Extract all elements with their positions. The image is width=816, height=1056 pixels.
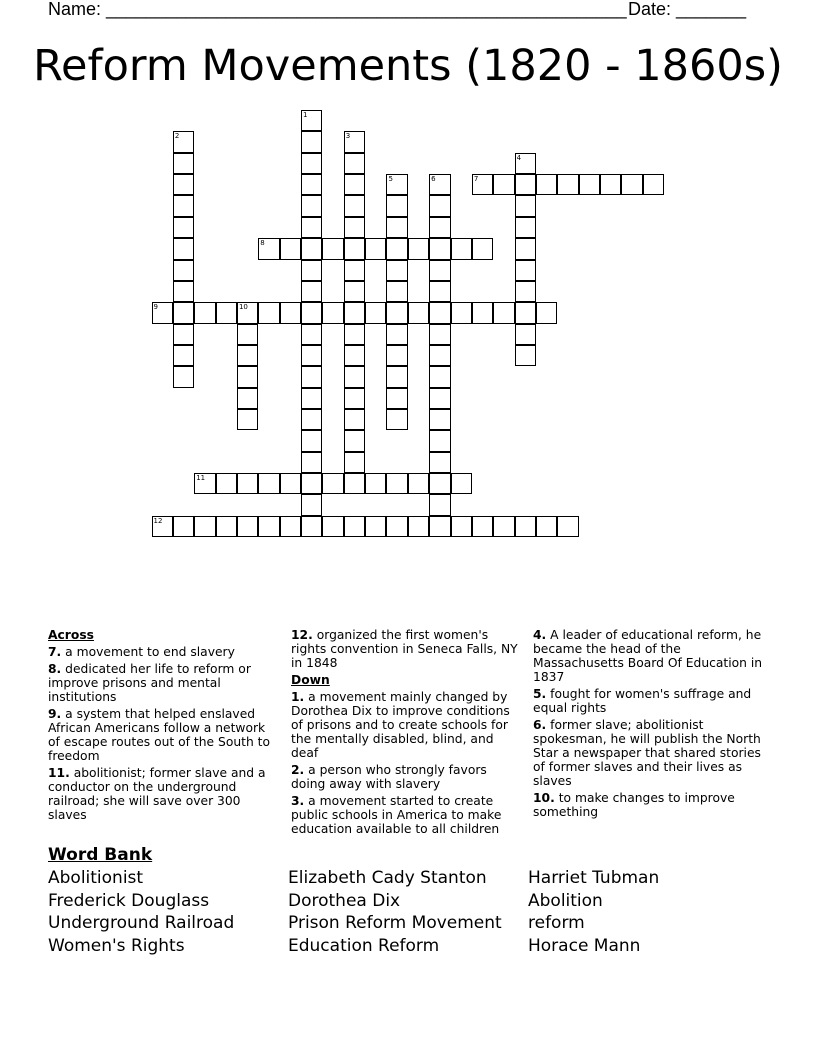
grid-cell[interactable] — [493, 174, 514, 195]
clue-number: 7 — [473, 175, 479, 184]
grid-cell[interactable] — [344, 388, 365, 409]
grid-cell[interactable] — [301, 281, 322, 302]
name-label: Name: ____________________________________________________ — [48, 0, 627, 19]
grid-cell[interactable] — [258, 302, 279, 323]
grid-cell[interactable] — [301, 153, 322, 174]
grid-cell[interactable] — [301, 388, 322, 409]
grid-cell[interactable] — [451, 238, 472, 259]
clue-down-2: 2. a person who strongly favors doing away with slavery — [291, 763, 487, 791]
grid-cell[interactable] — [386, 409, 407, 430]
grid-cell[interactable] — [301, 494, 322, 515]
grid-cell[interactable] — [386, 345, 407, 366]
word-bank-item: Underground Railroad — [48, 913, 235, 933]
clue-number: 4 — [516, 153, 522, 162]
grid-cell[interactable] — [237, 409, 258, 430]
grid-cell[interactable] — [258, 473, 279, 494]
word-bank-item: Abolition — [528, 891, 603, 911]
grid-cell[interactable] — [386, 260, 407, 281]
grid-cell[interactable] — [536, 174, 557, 195]
grid-cell[interactable] — [429, 324, 450, 345]
clue-down-6: 6. former slave; abolitionist spokesman, he will publish the North Star a newspaper that shared stories of former slaves and their lives as slaves — [533, 718, 761, 788]
word-bank-item: Prison Reform Movement — [288, 913, 502, 933]
grid-cell[interactable] — [344, 153, 365, 174]
grid-cell[interactable] — [194, 516, 215, 537]
grid-cell[interactable] — [173, 153, 194, 174]
grid-cell[interactable] — [301, 516, 322, 537]
grid-cell[interactable] — [515, 260, 536, 281]
grid-cell[interactable] — [173, 281, 194, 302]
grid-cell[interactable] — [344, 516, 365, 537]
page-title: Reform Movements (1820 - 1860s) — [33, 41, 783, 91]
grid-cell[interactable] — [365, 238, 386, 259]
grid-cell[interactable] — [301, 131, 322, 152]
grid-cell[interactable] — [429, 473, 450, 494]
grid-cell[interactable] — [322, 473, 343, 494]
grid-cell[interactable] — [386, 174, 407, 195]
grid-cell[interactable] — [429, 217, 450, 238]
grid-cell[interactable] — [173, 260, 194, 281]
grid-cell[interactable] — [152, 516, 173, 537]
word-bank-item: Harriet Tubman — [528, 868, 660, 888]
grid-cell[interactable] — [301, 324, 322, 345]
grid-cell[interactable] — [429, 366, 450, 387]
grid-cell[interactable] — [515, 217, 536, 238]
grid-cell[interactable] — [386, 516, 407, 537]
grid-cell[interactable] — [344, 174, 365, 195]
grid-cell[interactable] — [301, 260, 322, 281]
grid-cell[interactable] — [451, 302, 472, 323]
clue-down-3: 3. a movement started to create public schools in America to make education available to all children — [291, 794, 502, 836]
grid-cell[interactable] — [216, 473, 237, 494]
grid-cell[interactable] — [344, 238, 365, 259]
grid-cell[interactable] — [600, 174, 621, 195]
grid-cell[interactable] — [322, 302, 343, 323]
grid-cell[interactable] — [557, 516, 578, 537]
grid-cell[interactable] — [515, 153, 536, 174]
grid-cell[interactable] — [344, 281, 365, 302]
grid-cell[interactable] — [258, 516, 279, 537]
clue-number: 5 — [388, 175, 393, 184]
clue-number: 11 — [196, 474, 206, 483]
grid-cell[interactable] — [173, 174, 194, 195]
grid-cell[interactable] — [429, 302, 450, 323]
word-bank-item: Frederick Douglass — [48, 891, 210, 911]
grid-cell[interactable] — [344, 473, 365, 494]
grid-cell[interactable] — [472, 238, 493, 259]
grid-cell[interactable] — [237, 366, 258, 387]
grid-cell[interactable] — [173, 324, 194, 345]
grid-cell[interactable] — [493, 302, 514, 323]
grid-cell[interactable] — [515, 238, 536, 259]
word-bank-item: Elizabeth Cady Stanton — [288, 868, 487, 888]
clue-number: 12 — [153, 516, 163, 525]
grid-cell[interactable] — [472, 516, 493, 537]
clue-down-1: 1. a movement mainly changed by Dorothea Dix to improve conditions of prisons and to create schools for the mentally disabled, blind, and deaf — [291, 690, 510, 760]
grid-cell[interactable] — [386, 238, 407, 259]
down-heading: Down — [291, 673, 330, 687]
grid-cell[interactable] — [365, 302, 386, 323]
grid-cell[interactable] — [280, 238, 301, 259]
grid-cell[interactable] — [194, 473, 215, 494]
grid-cell[interactable] — [621, 174, 642, 195]
grid-cell[interactable] — [301, 217, 322, 238]
grid-cell[interactable] — [515, 324, 536, 345]
grid-cell[interactable] — [173, 302, 194, 323]
date-label: Date: _______ — [628, 0, 747, 19]
clue-down-4: 4. A leader of educational reform, he became the head of the Massachusetts Board Of Education in 1837 — [533, 628, 763, 684]
grid-cell[interactable] — [237, 388, 258, 409]
grid-cell[interactable] — [429, 388, 450, 409]
clues-column-1 — [48, 628, 276, 825]
grid-cell[interactable] — [344, 452, 365, 473]
grid-cell[interactable] — [344, 131, 365, 152]
clue-across-8: 8. dedicated her life to reform or improve prisons and mental institutions — [48, 662, 251, 704]
clue-number: 10 — [238, 303, 248, 312]
clue-across-9: 9. a system that helped enslaved African Americans follow a network of escape routes out of the South to freedom — [48, 707, 271, 763]
grid-cell[interactable] — [173, 516, 194, 537]
grid-cell[interactable] — [344, 260, 365, 281]
grid-cell[interactable] — [515, 174, 536, 195]
grid-cell[interactable] — [173, 195, 194, 216]
grid-cell[interactable] — [493, 516, 514, 537]
grid-cell[interactable] — [386, 302, 407, 323]
grid-cell[interactable] — [237, 324, 258, 345]
grid-cell[interactable] — [301, 345, 322, 366]
grid-cell[interactable] — [408, 473, 429, 494]
clues-column-3 — [533, 628, 768, 822]
grid-cell[interactable] — [301, 238, 322, 259]
grid-cell[interactable] — [301, 174, 322, 195]
grid-cell[interactable] — [173, 366, 194, 387]
grid-cell[interactable] — [258, 238, 279, 259]
word-bank-item: Horace Mann — [528, 936, 641, 956]
grid-cell[interactable] — [429, 430, 450, 451]
grid-cell[interactable] — [386, 366, 407, 387]
grid-cell[interactable] — [344, 409, 365, 430]
grid-cell[interactable] — [451, 516, 472, 537]
grid-cell[interactable] — [301, 430, 322, 451]
word-bank-item: Dorothea Dix — [288, 891, 401, 911]
grid-cell[interactable] — [173, 131, 194, 152]
grid-cell[interactable] — [557, 174, 578, 195]
grid-cell[interactable] — [515, 281, 536, 302]
grid-cell[interactable] — [301, 195, 322, 216]
grid-cell[interactable] — [429, 345, 450, 366]
grid-cell[interactable] — [344, 345, 365, 366]
grid-cell[interactable] — [579, 174, 600, 195]
clue-number: 3 — [345, 132, 351, 141]
clue-number: 1 — [303, 111, 308, 119]
clue-across-7: 7. a movement to end slavery — [48, 645, 235, 659]
grid-cell[interactable] — [429, 174, 450, 195]
grid-cell[interactable] — [301, 366, 322, 387]
grid-cell[interactable] — [408, 238, 429, 259]
grid-cell[interactable] — [322, 516, 343, 537]
grid-cell[interactable] — [301, 452, 322, 473]
clue-across-11: 11. abolitionist; former slave and a conductor on the underground railroad; she will save over 300 slaves — [48, 766, 266, 822]
grid-cell[interactable] — [344, 430, 365, 451]
grid-cell[interactable] — [237, 345, 258, 366]
grid-cell[interactable] — [429, 238, 450, 259]
grid-cell[interactable] — [451, 473, 472, 494]
word-bank-item: Abolitionist — [48, 868, 144, 888]
grid-cell[interactable] — [408, 516, 429, 537]
grid-cell[interactable] — [515, 516, 536, 537]
grid-cell[interactable] — [386, 281, 407, 302]
grid-cell[interactable] — [173, 345, 194, 366]
word-bank-item: reform — [528, 913, 585, 933]
grid-cell[interactable] — [429, 281, 450, 302]
grid-cell[interactable] — [365, 473, 386, 494]
grid-cell[interactable] — [643, 174, 664, 195]
grid-cell[interactable] — [344, 366, 365, 387]
grid-cell[interactable] — [386, 195, 407, 216]
grid-cell[interactable] — [344, 195, 365, 216]
clue-number: 2 — [174, 132, 180, 141]
grid-cell[interactable] — [237, 473, 258, 494]
word-bank-item: Education Reform — [288, 936, 440, 956]
word-bank-title: Word Bank — [48, 845, 153, 865]
clue-across-12: 12. organized the first women's rights convention in Seneca Falls, NY in 1848 — [291, 628, 518, 670]
grid-cell[interactable] — [536, 302, 557, 323]
grid-cell[interactable] — [386, 388, 407, 409]
across-heading: Across — [48, 628, 94, 642]
clue-down-10: 10. to make changes to improve something — [533, 791, 735, 819]
word-bank-item: Women's Rights — [48, 936, 185, 956]
grid-cell[interactable] — [301, 302, 322, 323]
grid-cell[interactable] — [429, 195, 450, 216]
grid-cell[interactable] — [386, 217, 407, 238]
clue-number: 8 — [260, 239, 265, 248]
grid-cell[interactable] — [301, 409, 322, 430]
grid-cell[interactable] — [344, 302, 365, 323]
grid-cell[interactable] — [429, 409, 450, 430]
grid-cell[interactable] — [194, 302, 215, 323]
grid-cell[interactable] — [301, 110, 322, 131]
grid-cell[interactable] — [515, 302, 536, 323]
grid-cell[interactable] — [280, 516, 301, 537]
grid-cell[interactable] — [429, 452, 450, 473]
grid-cell[interactable] — [386, 473, 407, 494]
grid-cell[interactable] — [237, 516, 258, 537]
grid-cell[interactable] — [322, 238, 343, 259]
grid-cell[interactable] — [173, 217, 194, 238]
grid-cell[interactable] — [301, 473, 322, 494]
grid-cell[interactable] — [408, 302, 429, 323]
grid-cell[interactable] — [152, 302, 173, 323]
clue-number: 6 — [431, 175, 436, 184]
grid-cell[interactable] — [280, 302, 301, 323]
grid-cell[interactable] — [237, 302, 258, 323]
grid-cell[interactable] — [429, 516, 450, 537]
grid-cell[interactable] — [216, 302, 237, 323]
grid-cell[interactable] — [344, 324, 365, 345]
clue-number: 9 — [153, 303, 158, 312]
grid-cell[interactable] — [472, 302, 493, 323]
clue-down-5: 5. fought for women's suffrage and equal rights — [533, 687, 752, 715]
grid-cell[interactable] — [386, 324, 407, 345]
grid-cell[interactable] — [472, 174, 493, 195]
grid-cell[interactable] — [344, 217, 365, 238]
grid-cell[interactable] — [536, 516, 557, 537]
clues-column-2 — [291, 628, 523, 839]
grid-cell[interactable] — [173, 238, 194, 259]
grid-cell[interactable] — [515, 195, 536, 216]
grid-cell[interactable] — [216, 516, 237, 537]
grid-cell[interactable] — [280, 473, 301, 494]
grid-cell[interactable] — [515, 345, 536, 366]
grid-cell[interactable] — [365, 516, 386, 537]
grid-cell[interactable] — [429, 494, 450, 515]
grid-cell[interactable] — [429, 260, 450, 281]
